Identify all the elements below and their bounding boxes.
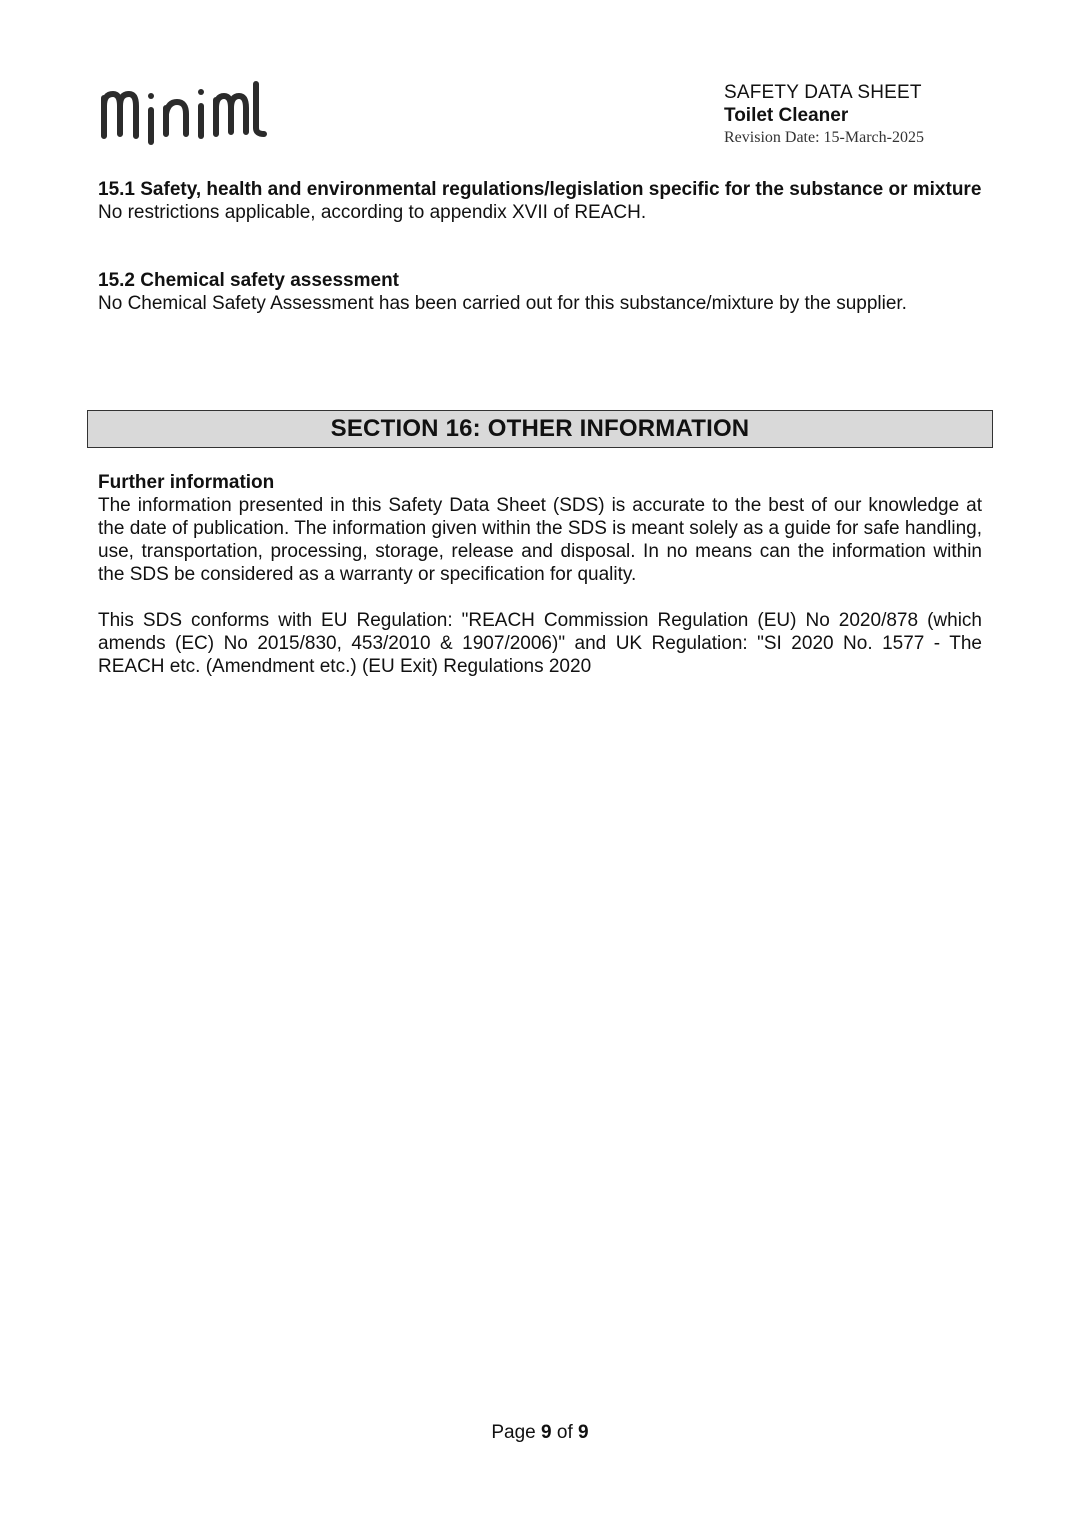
- section-15-2-heading: 15.2 Chemical safety assessment: [98, 270, 400, 291]
- further-information-heading: Further information: [98, 472, 275, 493]
- section-15-1-text: No restrictions applicable, according to appendix XVII of REACH.: [98, 202, 647, 223]
- page-word: Page: [491, 1422, 536, 1443]
- total-pages: 9: [578, 1422, 589, 1443]
- product-name: Toilet Cleaner: [724, 105, 849, 126]
- document-header: [724, 82, 1024, 148]
- miniml-logo-icon: [98, 76, 268, 148]
- current-page: 9: [541, 1422, 552, 1443]
- section-15-2: [98, 269, 982, 315]
- brand-logo: [98, 76, 268, 148]
- further-information-paragraph: The information presented in this Safety Data Sheet (SDS) is accurate to the best of our knowledge at the date of publication. The information given within the SDS is meant solely as a guide for safe handling, use, transportation, processing, storage, release and disposal. In no means can the information within the SDS be considered as a warranty or specification for quality.: [98, 495, 982, 585]
- document-type: SAFETY DATA SHEET: [724, 82, 922, 103]
- section-15-2-text: No Chemical Safety Assessment has been carried out for this substance/mixture by the supplier.: [98, 293, 907, 314]
- of-word: of: [556, 1422, 573, 1443]
- section-16-title: SECTION 16: OTHER INFORMATION: [87, 410, 993, 448]
- paragraph-spacer: [98, 586, 982, 609]
- page-number: [0, 1422, 1080, 1444]
- section-16-body: [98, 471, 982, 678]
- section-15-1: [98, 178, 982, 224]
- regulation-conformity-paragraph: This SDS conforms with EU Regulation: "REACH Commission Regulation (EU) No 2020/878 (which amends (EC) No 2015/830, 453/2010 & 1907/2006)" and UK Regulation: "SI 2020 No. 1577 - The REACH etc. (Amendment etc.) (EU Exit) Regulations 2020: [98, 610, 982, 677]
- revision-date: Revision Date: 15-March-2025: [724, 129, 924, 146]
- section-15-1-heading: 15.1 Safety, health and environmental regulations/legislation specific for the substance or mixture: [98, 179, 982, 200]
